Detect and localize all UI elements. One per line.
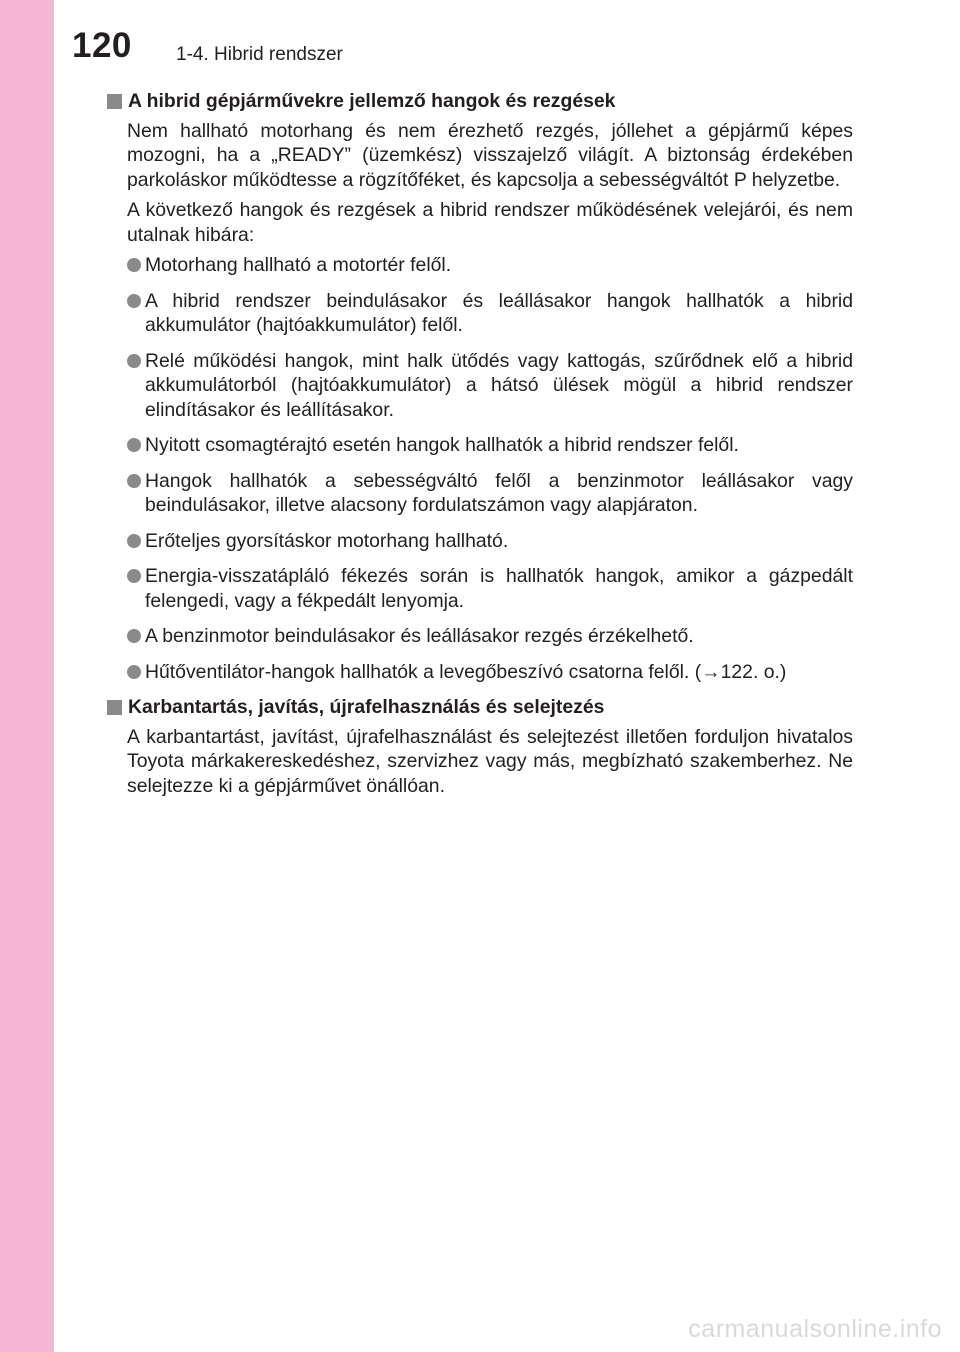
list-item-text: A hibrid rendszer beindulásakor és leállásakor hangok hallhatók a hibrid akkumulátor (hajtóakkumulátor) felől. bbox=[145, 289, 853, 336]
bullet-list bbox=[127, 253, 853, 684]
list-item bbox=[127, 253, 853, 278]
square-bullet-icon bbox=[107, 94, 122, 109]
circle-bullet-icon bbox=[127, 354, 141, 368]
circle-bullet-icon bbox=[127, 294, 141, 308]
list-item bbox=[127, 529, 853, 554]
list-item-text: Nyitott csomagtérajtó esetén hangok hallhatók a hibrid rendszer felől. bbox=[145, 434, 739, 456]
page-reference-link[interactable]: 122. o.) bbox=[720, 660, 787, 683]
side-color-strip bbox=[0, 0, 54, 1352]
circle-bullet-icon bbox=[127, 438, 141, 452]
section-heading-text: Karbantartás, javítás, újrafelhasználás és selejtezés bbox=[128, 696, 605, 718]
section-heading-text: A hibrid gépjárművekre jellemző hangok és rezgések bbox=[128, 90, 616, 112]
arrow-right-icon: → bbox=[701, 660, 721, 683]
circle-bullet-icon bbox=[127, 258, 141, 272]
list-item bbox=[127, 564, 853, 613]
list-item bbox=[127, 469, 853, 518]
section-heading bbox=[107, 89, 853, 114]
section-title: 1-4. Hibrid rendszer bbox=[176, 44, 343, 65]
list-item bbox=[127, 433, 853, 458]
list-item-text: Energia-visszatápláló fékezés során is hallhatók hangok, amikor a gázpedált felengedi, vagy a fékpedált lenyomja. bbox=[145, 565, 853, 612]
page-number: 120 bbox=[72, 26, 132, 65]
list-item-text: Erőteljes gyorsításkor motorhang hallható. bbox=[145, 529, 509, 552]
page-content bbox=[107, 89, 853, 798]
circle-bullet-icon bbox=[127, 534, 141, 548]
circle-bullet-icon bbox=[127, 665, 141, 679]
list-item-text: Relé működési hangok, mint halk ütődés vagy kattogás, szűrődnek elő a hibrid akkumulátorból (hajtóakkumulátor) a hátsó ülések mögül a hibrid rendszer elindításakor és leállításakor. bbox=[145, 349, 853, 421]
list-item-text: A benzinmotor beindulásakor és leállásakor rezgés érzékelhető. bbox=[145, 625, 694, 647]
list-item-text: Hűtőventilátor-hangok hallhatók a levegőbeszívó csatorna felől. ( bbox=[145, 660, 702, 683]
body-paragraph: A karbantartást, javítást, újrafelhasználást és selejtezést illetően forduljon hivatalos Toyota márkakereskedéshez, szervizhez vagy más, megbízható szakemberhez. Ne selejtezze ki a gépjárművet önállóan. bbox=[127, 725, 853, 797]
list-item-text: Motorhang hallható a motortér felől. bbox=[145, 254, 452, 276]
body-paragraph: Nem hallható motorhang és nem érezhető rezgés, jóllehet a gépjármű képes mozogni, ha a „READY” (üzemkész) visszajelző világít. A biztonság érdekében parkoláskor működtesse a rögzítőféket, és kapcsolja a sebességváltót P helyzetbe. bbox=[127, 119, 853, 191]
watermark: carmanualsonline.info bbox=[688, 1315, 942, 1343]
body-paragraph: A következő hangok és rezgések a hibrid rendszer működésének velejárói, és nem utalnak hibára: bbox=[127, 199, 853, 246]
section-heading bbox=[107, 695, 853, 720]
circle-bullet-icon bbox=[127, 569, 141, 583]
list-item bbox=[127, 349, 853, 423]
circle-bullet-icon bbox=[127, 474, 141, 488]
circle-bullet-icon bbox=[127, 629, 141, 643]
list-item bbox=[127, 660, 853, 685]
list-item bbox=[127, 624, 853, 649]
square-bullet-icon bbox=[107, 700, 122, 715]
page-header bbox=[54, 0, 960, 78]
list-item bbox=[127, 289, 853, 338]
list-item-text: Hangok hallhatók a sebességváltó felől a benzinmotor leállásakor vagy beindulásakor, illetve alacsony fordulatszámon vagy alapjáraton. bbox=[145, 469, 853, 516]
